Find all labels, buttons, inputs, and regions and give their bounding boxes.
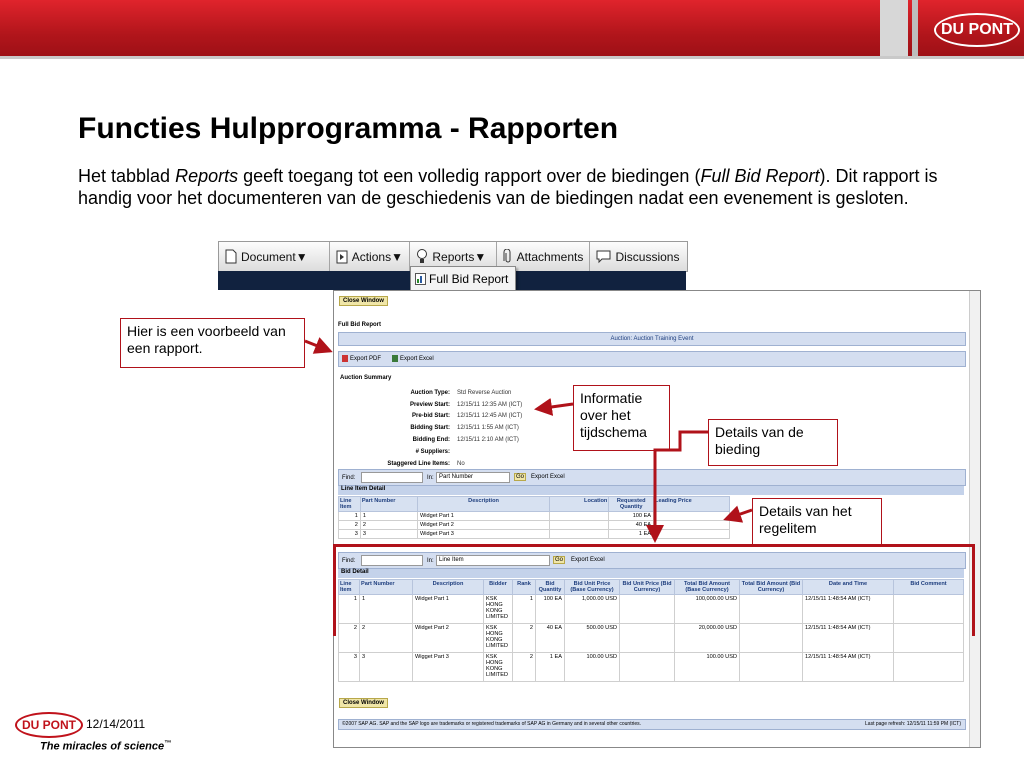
export-pdf-button[interactable]: Export PDF	[342, 355, 381, 362]
dupont-logo: DU PONT	[934, 13, 1020, 47]
summary-label: Staggered Line Items:	[387, 461, 450, 467]
line-item-table	[338, 496, 730, 539]
table-row	[339, 530, 730, 539]
table-row	[339, 595, 964, 624]
column-header[interactable]: Bid Comment	[894, 580, 964, 595]
column-header[interactable]: Total Bid Amount (Bid Currency)	[740, 580, 803, 595]
attachments-menu[interactable]: Attachments	[497, 242, 591, 271]
report-title: Full Bid Report	[338, 322, 381, 328]
table-cell: 1	[360, 595, 413, 624]
actions-menu[interactable]: Actions▼	[330, 242, 411, 271]
table-cell: 500.00 USD	[565, 624, 620, 653]
summary-value: 12/15/11 12:35 AM (ICT)	[457, 402, 523, 408]
summary-label: # Suppliers:	[415, 449, 450, 455]
auction-summary-title: Auction Summary	[340, 375, 392, 381]
table-cell: KSK HONG KONG LIMITED	[484, 595, 513, 624]
table-cell: 2	[339, 521, 361, 530]
export-excel-button[interactable]: Export Excel	[531, 474, 565, 480]
full-bid-report-window	[333, 290, 981, 748]
table-cell: 100.00 USD	[565, 653, 620, 682]
close-window-button[interactable]: Close Window	[339, 296, 388, 306]
find-input[interactable]	[361, 555, 423, 566]
header-band	[0, 0, 1024, 58]
table-cell: Widget Part 2	[413, 624, 484, 653]
bid-detail-table	[338, 579, 964, 682]
find-label: Find:	[342, 475, 356, 481]
find-input[interactable]	[361, 472, 423, 483]
summary-value: 12/15/11 1:55 AM (ICT)	[457, 425, 519, 431]
column-header[interactable]: Bid Unit Price (Base Currency)	[565, 580, 620, 595]
table-cell: 1	[339, 512, 361, 521]
table-cell: Widget Part 3	[418, 530, 550, 539]
table-cell	[740, 653, 803, 682]
summary-label: Auction Type:	[410, 390, 450, 396]
table-cell: 3	[360, 653, 413, 682]
pdf-icon	[342, 355, 348, 362]
callout-schedule-info: Informatie over het tijdschema	[573, 385, 670, 451]
table-cell	[620, 624, 675, 653]
table-cell: 100 EA	[536, 595, 565, 624]
table-cell: 2	[339, 624, 360, 653]
table-cell: Wigget Part 3	[413, 653, 484, 682]
bid-detail-header: Bid Detail	[338, 569, 964, 578]
speech-bubble-icon	[596, 250, 611, 264]
table-cell: 12/15/11 1:48:54 AM (ICT)	[803, 624, 894, 653]
vertical-scrollbar[interactable]	[969, 291, 980, 747]
table-cell: 2	[513, 624, 536, 653]
document-icon	[225, 249, 237, 264]
column-header[interactable]: Part Number	[360, 580, 413, 595]
table-cell: 2	[513, 653, 536, 682]
summary-label: Pre-bid Start:	[411, 413, 450, 419]
summary-label: Bidding Start:	[410, 425, 450, 431]
table-cell	[894, 595, 964, 624]
table-cell	[740, 624, 803, 653]
column-header[interactable]: Line Item	[339, 497, 361, 512]
slide-date: 12/14/2011	[86, 717, 146, 731]
document-menu[interactable]: Document▼	[219, 242, 330, 271]
table-cell	[894, 624, 964, 653]
table-row	[339, 624, 964, 653]
line-item-detail-header: Line Item Detail	[338, 486, 964, 495]
table-row	[339, 521, 730, 530]
table-cell: Widget Part 2	[418, 521, 550, 530]
table-cell: 1	[339, 595, 360, 624]
in-label: In:	[427, 558, 434, 564]
table-cell	[550, 512, 609, 521]
column-header[interactable]: Leading Price	[654, 497, 730, 512]
column-header[interactable]: Date and Time	[803, 580, 894, 595]
table-cell: 12/15/11 1:48:54 AM (ICT)	[803, 653, 894, 682]
table-cell	[550, 521, 609, 530]
table-cell: 40 EA	[609, 521, 654, 530]
discussions-menu[interactable]: Discussions	[590, 242, 687, 271]
table-cell: KSK HONG KONG LIMITED	[484, 624, 513, 653]
table-cell: 100.00 USD	[675, 653, 740, 682]
column-header[interactable]: Bid Quantity	[536, 580, 565, 595]
column-header[interactable]: Description	[413, 580, 484, 595]
line-find-bar	[338, 469, 966, 486]
summary-value: Std Reverse Auction	[457, 390, 512, 396]
table-cell: 12/15/11 1:48:54 AM (ICT)	[803, 595, 894, 624]
table-cell	[550, 530, 609, 539]
column-header[interactable]: Description	[418, 497, 550, 512]
table-cell: Widget Part 1	[413, 595, 484, 624]
auction-bar: Auction: Auction Training Event	[338, 332, 966, 346]
table-cell: Widget Part 1	[418, 512, 550, 521]
bid-find-bar	[338, 552, 966, 569]
actions-icon	[336, 250, 348, 264]
header-stripe	[880, 0, 908, 58]
column-header[interactable]: Bid Unit Price (Bid Currency)	[620, 580, 675, 595]
table-cell	[894, 653, 964, 682]
table-cell: 2	[360, 521, 417, 530]
column-header[interactable]: Part Number	[360, 497, 417, 512]
highlight-bracket	[972, 544, 975, 636]
table-cell	[740, 595, 803, 624]
summary-value: 12/15/11 2:10 AM (ICT)	[457, 437, 519, 443]
header-divider	[0, 56, 1024, 59]
excel-icon	[392, 355, 398, 362]
export-excel-button[interactable]: Export Excel	[571, 557, 605, 563]
table-row	[339, 512, 730, 521]
paperclip-icon	[503, 249, 513, 264]
table-cell: 3	[339, 653, 360, 682]
table-cell: 3	[339, 530, 361, 539]
table-cell	[620, 653, 675, 682]
full-bid-report-menu-item[interactable]: Full Bid Report	[410, 266, 516, 292]
table-cell: 1	[360, 512, 417, 521]
table-cell: 3	[360, 530, 417, 539]
table-cell: 1 EA	[609, 530, 654, 539]
table-cell: 100 EA	[609, 512, 654, 521]
column-header[interactable]: Total Bid Amount (Base Currency)	[675, 580, 740, 595]
table-cell: 40 EA	[536, 624, 565, 653]
export-excel-button[interactable]: Export Excel	[392, 355, 434, 362]
reports-menu[interactable]: Reports▼	[410, 242, 496, 271]
in-label: In:	[427, 475, 434, 481]
summary-label: Bidding End:	[412, 437, 450, 443]
summary-label: Preview Start:	[409, 402, 450, 408]
table-cell: 1,000.00 USD	[565, 595, 620, 624]
tagline: The miracles of science™	[40, 740, 172, 753]
header-stripe	[912, 0, 918, 58]
lightbulb-icon	[416, 249, 428, 264]
page-title: Functies Hulpprogramma - Rapporten	[78, 112, 619, 145]
intro-text: Het tabblad Reports geeft toegang tot een volledig rapport over de biedingen (Full Bid Report). Dit rapport is handig voor het documenteren van de geschiedenis van de biedingen nadat een evenement is gesloten.	[78, 166, 938, 208]
table-cell: 2	[360, 624, 413, 653]
table-cell	[654, 512, 730, 521]
table-row	[339, 653, 964, 682]
table-cell: 1 EA	[536, 653, 565, 682]
summary-value: 12/15/11 12:45 AM (ICT)	[457, 413, 523, 419]
table-cell: 100,000.00 USD	[675, 595, 740, 624]
highlight-bracket	[333, 544, 336, 636]
report-footer	[338, 719, 966, 730]
go-button[interactable]: Go	[555, 557, 564, 563]
close-window-button[interactable]: Close Window	[339, 698, 388, 708]
table-cell	[654, 521, 730, 530]
callout-bid-details: Details van de bieding	[708, 419, 838, 466]
callout-line-item-details: Details van het regelitem	[752, 498, 882, 545]
search-field-select[interactable]: Part Number	[436, 472, 510, 483]
column-header[interactable]: Rank	[513, 580, 536, 595]
column-header[interactable]: Location	[550, 497, 609, 512]
table-cell: KSK HONG KONG LIMITED	[484, 653, 513, 682]
go-button[interactable]: Go	[516, 474, 525, 480]
dupont-logo-footer: DU PONT	[15, 712, 83, 738]
column-header[interactable]: Line Item	[339, 580, 360, 595]
table-cell	[620, 595, 675, 624]
table-cell: 1	[513, 595, 536, 624]
search-field-select[interactable]: Line Item	[436, 555, 550, 566]
find-label: Find:	[342, 558, 356, 564]
column-header[interactable]: Bidder	[484, 580, 513, 595]
callout-example-report: Hier is een voorbeeld van een rapport.	[120, 318, 305, 368]
summary-value: No	[457, 461, 465, 467]
copyright-text: ©2007 SAP AG. SAP and the SAP logo are trademarks or registered trademarks of SAP AG in Germany and in several other countries.	[342, 721, 642, 727]
table-cell: 20,000.00 USD	[675, 624, 740, 653]
column-header[interactable]: Requested Quantity	[609, 497, 654, 512]
export-bar	[338, 351, 966, 367]
last-refresh-text: Last page refresh: 12/15/11 11:59 PM (ICT)	[865, 721, 961, 727]
report-icon	[415, 273, 426, 285]
table-cell	[654, 530, 730, 539]
